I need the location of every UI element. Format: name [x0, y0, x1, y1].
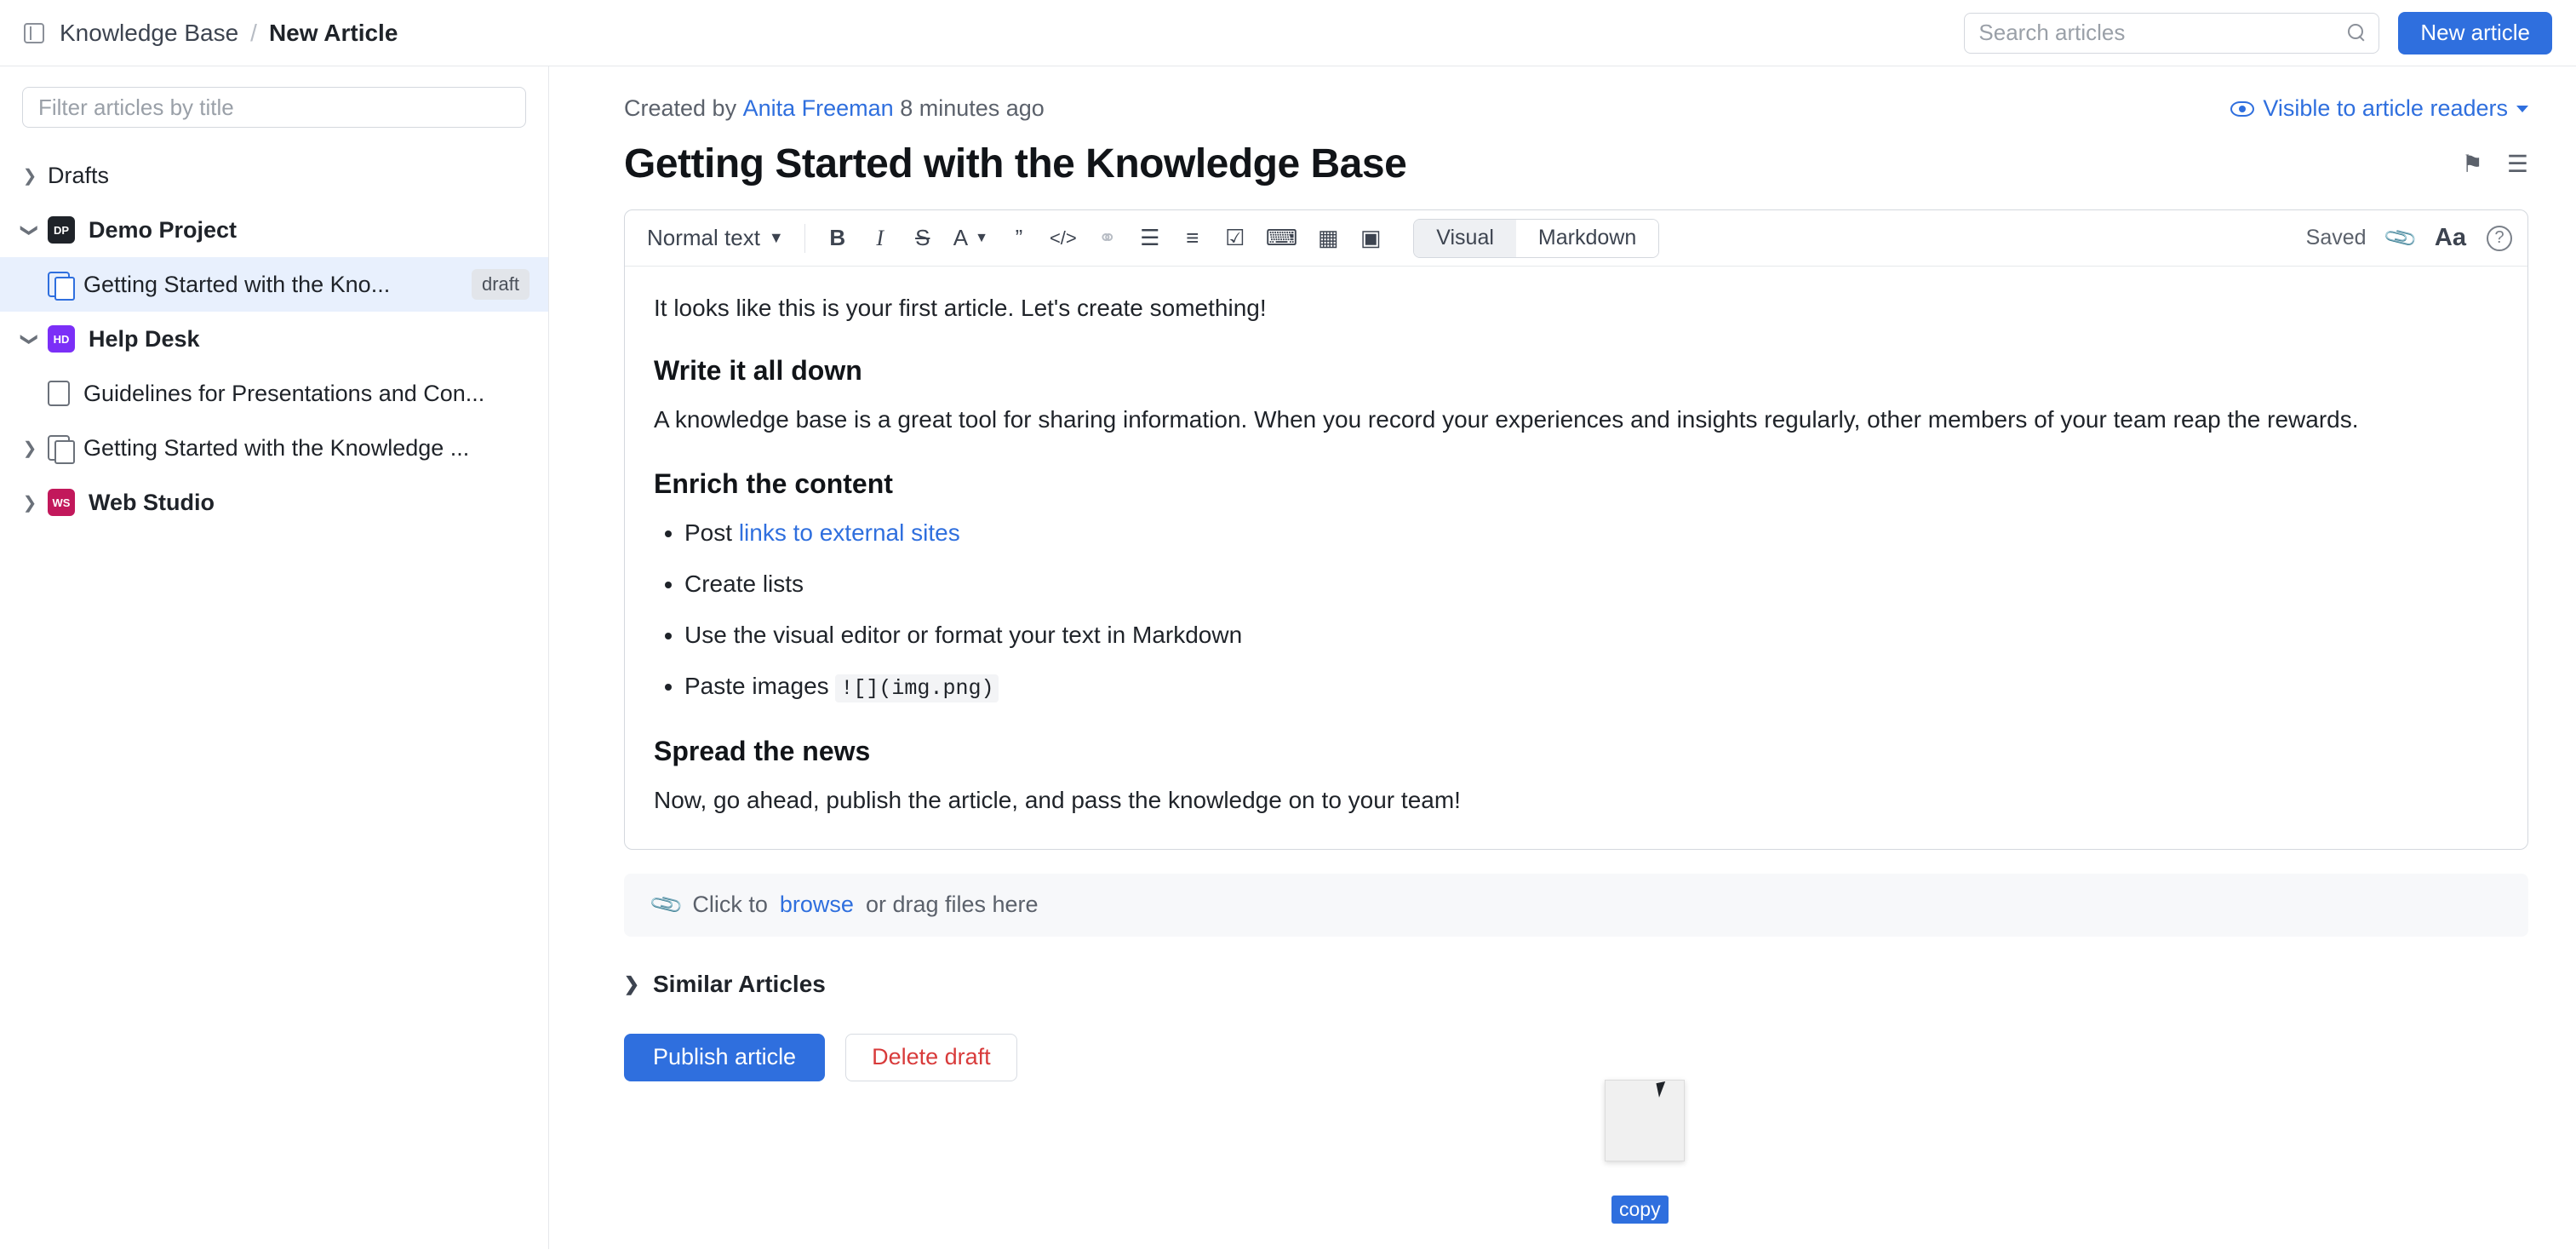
project-avatar: DP [48, 216, 75, 244]
article-actions [624, 1034, 2528, 1081]
top-bar [0, 0, 2576, 66]
sidebar-item-label: Web Studio [89, 489, 215, 515]
sidebar-item-guidelines[interactable] [0, 366, 548, 421]
sidebar-item-help-desk[interactable] [0, 312, 548, 366]
list-item [684, 617, 2499, 653]
editor-body[interactable] [625, 267, 2527, 849]
external-links-link[interactable]: links to external sites [738, 519, 960, 546]
browse-link[interactable]: browse [779, 892, 854, 917]
drag-copy-badge: copy [1611, 1196, 1669, 1224]
paperclip-icon[interactable]: 📎 [2381, 219, 2419, 256]
panel-toggle-icon[interactable] [24, 23, 44, 43]
new-article-button[interactable]: New article [2398, 12, 2552, 54]
section-paragraph: Now, go ahead, publish the article, and pass the knowledge on to your team! [654, 786, 1461, 813]
section-heading: Write it all down [654, 355, 862, 386]
help-icon[interactable]: ? [2487, 226, 2512, 251]
list-item [684, 566, 2499, 602]
sidebar-item-drafts[interactable] [0, 148, 548, 203]
search-input[interactable] [1977, 19, 2341, 47]
tag-icon[interactable]: ⚑ [2461, 151, 2483, 177]
dropzone-prefix: Click to [692, 892, 768, 917]
sidebar-item-demo-project[interactable] [0, 203, 548, 257]
chevron-right-icon[interactable]: ❯ [22, 493, 37, 513]
bold-button[interactable]: B [829, 225, 846, 250]
article-icon [48, 381, 70, 406]
text-color-button[interactable] [947, 220, 995, 257]
breadcrumb-current: New Article [268, 19, 398, 46]
publish-article-button[interactable]: Publish article [624, 1034, 825, 1081]
chevron-down-icon [2516, 106, 2528, 112]
sidebar-item-label: Getting Started with the Knowledge ... [83, 434, 470, 461]
article-icon [48, 272, 70, 297]
quote-button[interactable]: ” [1015, 225, 1023, 250]
breadcrumb-separator: / [250, 19, 257, 46]
sidebar-item-label: Drafts [48, 162, 110, 188]
sidebar-item-label: Demo Project [89, 216, 238, 243]
sidebar-item-label: Guidelines for Presentations and Con... [83, 380, 485, 406]
project-avatar: HD [48, 325, 75, 353]
code-button[interactable]: </> [1049, 226, 1077, 249]
title-row [624, 140, 2528, 187]
sidebar-item-getting-started-kb[interactable] [0, 421, 548, 475]
intro-paragraph: It looks like this is your first article. Let's create something! [654, 295, 1267, 321]
chevron-down-icon: ▼ [768, 229, 784, 246]
task-list-button[interactable]: ☑ [1225, 225, 1245, 250]
toolbar-right [2305, 219, 2512, 256]
italic-button[interactable]: I [876, 225, 884, 250]
sidebar [0, 66, 549, 1249]
breadcrumb-root[interactable]: Knowledge Base [60, 19, 239, 46]
list-item-text: Post [684, 519, 739, 546]
page-title[interactable]: Getting Started with the Knowledge Base [624, 141, 1407, 186]
title-actions [2462, 140, 2528, 176]
top-bar-right [1964, 12, 2552, 54]
article-folder-icon [48, 435, 70, 461]
created-time: 8 minutes ago [900, 95, 1045, 121]
project-avatar: WS [48, 489, 75, 516]
inline-code: ![](img.png) [835, 674, 999, 702]
save-status: Saved [2305, 226, 2367, 249]
similar-articles-label: Similar Articles [653, 970, 826, 997]
table-button[interactable]: ▦ [1317, 225, 1339, 250]
draft-badge: draft [472, 269, 530, 300]
toolbar-divider [804, 224, 805, 253]
filter-box[interactable] [22, 87, 526, 128]
code-block-button[interactable]: ⌨ [1265, 225, 1298, 250]
numbered-list-button[interactable]: ≡ [1186, 225, 1199, 250]
list-item-text: Create lists [684, 571, 804, 597]
sidebar-item-label: Help Desk [89, 325, 200, 352]
section-heading: Enrich the content [654, 468, 893, 499]
outline-icon[interactable]: ☰ [2506, 151, 2528, 177]
chevron-down-icon[interactable]: ❯ [20, 222, 39, 238]
list-item [684, 668, 2499, 705]
article-editor [624, 209, 2528, 850]
author-link[interactable]: Anita Freeman [742, 95, 894, 121]
tab-markdown[interactable]: Markdown [1516, 220, 1658, 257]
chevron-right-icon: ❯ [623, 972, 640, 995]
font-size-button[interactable]: Aa [2434, 224, 2466, 251]
bullet-list-button[interactable]: ☰ [1140, 225, 1160, 250]
editor-toolbar [625, 210, 2527, 267]
text-color-glyph: A [953, 225, 969, 250]
list-item [684, 515, 2499, 551]
chevron-down-icon[interactable]: ❯ [20, 331, 39, 347]
file-dropzone[interactable] [624, 874, 2528, 937]
link-button[interactable]: ⚭ [1097, 225, 1117, 250]
chevron-down-icon: ▼ [975, 230, 988, 245]
search-box[interactable] [1964, 13, 2379, 54]
sidebar-item-label: Getting Started with the Kno... [83, 271, 391, 297]
search-icon [2348, 24, 2367, 43]
list-item-text: Paste images [684, 673, 836, 699]
paperclip-icon: 📎 [648, 886, 685, 923]
section-heading: Spread the news [654, 735, 871, 766]
created-by-label: Created by [624, 95, 737, 121]
delete-draft-button[interactable]: Delete draft [845, 1034, 1017, 1081]
article-meta [624, 95, 2528, 122]
body-wrapper [0, 66, 2576, 1249]
sidebar-item-web-studio[interactable] [0, 475, 548, 530]
text-style-label: Normal text [647, 225, 760, 250]
section-paragraph: A knowledge base is a great tool for sharing information. When you record your experiences and insights regularly, other members of your team reap the rewards. [654, 406, 2359, 433]
tab-visual[interactable]: Visual [1414, 220, 1516, 257]
text-style-select[interactable] [640, 220, 791, 257]
sidebar-item-getting-started-draft[interactable] [0, 257, 548, 312]
visibility-button[interactable] [2230, 95, 2528, 122]
filter-input[interactable] [37, 94, 512, 122]
chevron-right-icon[interactable]: ❯ [22, 439, 37, 458]
section-write-it-all-down [654, 355, 2499, 438]
similar-articles-toggle[interactable] [624, 971, 2528, 998]
list-item-text: Use the visual editor or format your text in Markdown [684, 622, 1243, 648]
dropzone-suffix: or drag files here [865, 892, 1039, 917]
section-enrich-the-content [654, 468, 2499, 705]
visibility-label: Visible to article readers [2263, 95, 2508, 121]
strikethrough-button[interactable]: S [915, 225, 930, 250]
eye-icon [2230, 101, 2254, 117]
main-content [549, 66, 2576, 1249]
feature-list [654, 515, 2499, 705]
image-button[interactable]: ▣ [1360, 225, 1382, 250]
section-spread-the-news [654, 736, 2499, 818]
editor-mode-switch [1413, 219, 1659, 258]
chevron-right-icon[interactable]: ❯ [22, 166, 37, 186]
